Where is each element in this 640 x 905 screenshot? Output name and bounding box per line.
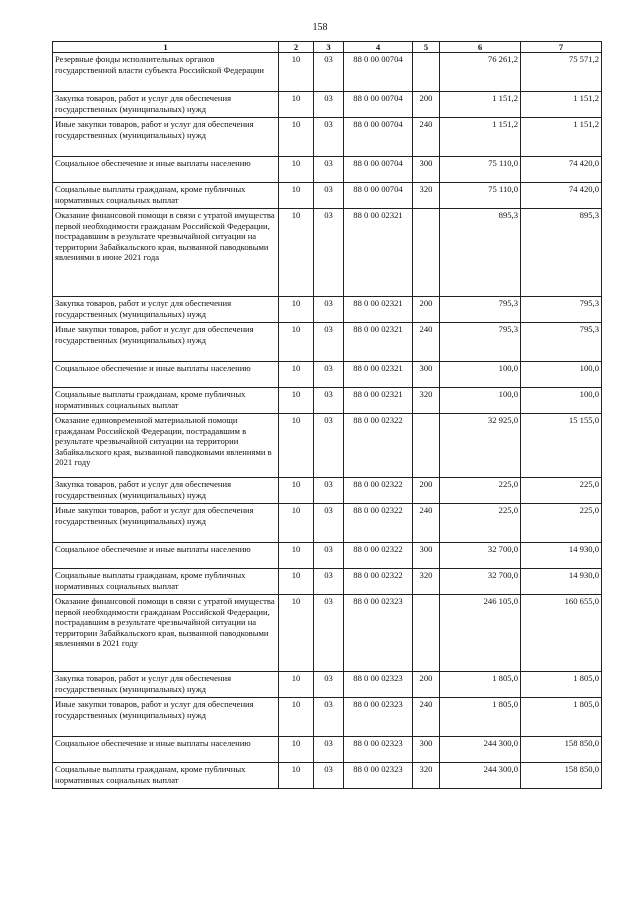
- table-row: [53, 157, 602, 183]
- subsection-code-cell: 03: [314, 297, 344, 323]
- amount-cell: 158 850,0: [521, 763, 602, 789]
- item-name-cell: Социальные выплаты гражданам, кроме публичных нормативных социальных выплат: [53, 763, 279, 789]
- amount-cell: 75 571,2: [521, 53, 602, 92]
- column-header: 7: [521, 42, 602, 53]
- subsection-code-cell: 03: [314, 362, 344, 388]
- table-row: [53, 53, 602, 92]
- item-name-cell: Закупка товаров, работ и услуг для обеспечения государственных (муниципальных) нужд: [53, 297, 279, 323]
- amount-cell: 244 300,0: [440, 763, 521, 789]
- expense-type-cell: [413, 209, 440, 297]
- expense-type-cell: [413, 414, 440, 478]
- table-row: [53, 737, 602, 763]
- subsection-code-cell: 03: [314, 763, 344, 789]
- subsection-code-cell: 03: [314, 569, 344, 595]
- target-article-cell: 88 0 00 02322: [344, 569, 413, 595]
- amount-cell: 15 155,0: [521, 414, 602, 478]
- column-header: 1: [53, 42, 279, 53]
- subsection-code-cell: 03: [314, 388, 344, 414]
- table-row: [53, 672, 602, 698]
- table-row: [53, 183, 602, 209]
- subsection-code-cell: 03: [314, 323, 344, 362]
- table-row: [53, 595, 602, 672]
- item-name-cell: Закупка товаров, работ и услуг для обеспечения государственных (муниципальных) нужд: [53, 92, 279, 118]
- subsection-code-cell: 03: [314, 672, 344, 698]
- section-code-cell: 10: [279, 362, 314, 388]
- amount-cell: 75 110,0: [440, 157, 521, 183]
- section-code-cell: 10: [279, 737, 314, 763]
- amount-cell: 1 805,0: [440, 672, 521, 698]
- subsection-code-cell: 03: [314, 53, 344, 92]
- subsection-code-cell: 03: [314, 183, 344, 209]
- table-row: [53, 297, 602, 323]
- table-row: [53, 118, 602, 157]
- table-row: [53, 362, 602, 388]
- column-header: 6: [440, 42, 521, 53]
- target-article-cell: 88 0 00 00704: [344, 118, 413, 157]
- table-row: [53, 698, 602, 737]
- expense-type-cell: 320: [413, 183, 440, 209]
- amount-cell: 895,3: [440, 209, 521, 297]
- section-code-cell: 10: [279, 595, 314, 672]
- subsection-code-cell: 03: [314, 92, 344, 118]
- table-row: [53, 388, 602, 414]
- table-row: [53, 478, 602, 504]
- budget-table: [52, 41, 602, 789]
- expense-type-cell: 200: [413, 478, 440, 504]
- item-name-cell: Иные закупки товаров, работ и услуг для обеспечения государственных (муниципальных) нужд: [53, 504, 279, 543]
- amount-cell: 246 105,0: [440, 595, 521, 672]
- subsection-code-cell: 03: [314, 209, 344, 297]
- target-article-cell: 88 0 00 02321: [344, 388, 413, 414]
- expense-type-cell: 240: [413, 698, 440, 737]
- expense-type-cell: 300: [413, 737, 440, 763]
- item-name-cell: Социальное обеспечение и иные выплаты населению: [53, 362, 279, 388]
- amount-cell: 74 420,0: [521, 157, 602, 183]
- amount-cell: 895,3: [521, 209, 602, 297]
- column-header: 2: [279, 42, 314, 53]
- amount-cell: 32 700,0: [440, 569, 521, 595]
- table-row: [53, 543, 602, 569]
- amount-cell: 14 930,0: [521, 569, 602, 595]
- target-article-cell: 88 0 00 02323: [344, 672, 413, 698]
- target-article-cell: 88 0 00 02322: [344, 414, 413, 478]
- column-header: 3: [314, 42, 344, 53]
- item-name-cell: Социальное обеспечение и иные выплаты населению: [53, 737, 279, 763]
- item-name-cell: Оказание финансовой помощи в связи с утратой имущества первой необходимости гражданам Российской Федерации, пострадавшим в результате чрезвычайной ситуации на территории Забайкальского края, вызванной паводковыми явлениями в июне 2021 года: [53, 209, 279, 297]
- table-row: [53, 763, 602, 789]
- item-name-cell: Иные закупки товаров, работ и услуг для обеспечения государственных (муниципальных) нужд: [53, 323, 279, 362]
- subsection-code-cell: 03: [314, 478, 344, 504]
- target-article-cell: 88 0 00 02323: [344, 763, 413, 789]
- table-row: [53, 323, 602, 362]
- amount-cell: 225,0: [521, 478, 602, 504]
- target-article-cell: 88 0 00 00704: [344, 92, 413, 118]
- item-name-cell: Иные закупки товаров, работ и услуг для обеспечения государственных (муниципальных) нужд: [53, 118, 279, 157]
- table-row: [53, 92, 602, 118]
- item-name-cell: Социальные выплаты гражданам, кроме публичных нормативных социальных выплат: [53, 388, 279, 414]
- amount-cell: 100,0: [440, 362, 521, 388]
- amount-cell: 32 925,0: [440, 414, 521, 478]
- amount-cell: 795,3: [521, 297, 602, 323]
- target-article-cell: 88 0 00 02322: [344, 504, 413, 543]
- subsection-code-cell: 03: [314, 414, 344, 478]
- amount-cell: 75 110,0: [440, 183, 521, 209]
- section-code-cell: 10: [279, 323, 314, 362]
- expense-type-cell: 240: [413, 323, 440, 362]
- section-code-cell: 10: [279, 414, 314, 478]
- amount-cell: 1 805,0: [521, 698, 602, 737]
- amount-cell: 32 700,0: [440, 543, 521, 569]
- table-body: [53, 53, 602, 789]
- section-code-cell: 10: [279, 698, 314, 737]
- expense-type-cell: 320: [413, 763, 440, 789]
- subsection-code-cell: 03: [314, 118, 344, 157]
- section-code-cell: 10: [279, 53, 314, 92]
- amount-cell: 1 805,0: [440, 698, 521, 737]
- amount-cell: 1 805,0: [521, 672, 602, 698]
- target-article-cell: 88 0 00 00704: [344, 157, 413, 183]
- section-code-cell: 10: [279, 763, 314, 789]
- target-article-cell: 88 0 00 02323: [344, 737, 413, 763]
- item-name-cell: Социальное обеспечение и иные выплаты населению: [53, 157, 279, 183]
- target-article-cell: 88 0 00 02323: [344, 595, 413, 672]
- expense-type-cell: 240: [413, 504, 440, 543]
- amount-cell: 1 151,2: [521, 92, 602, 118]
- expense-type-cell: 320: [413, 569, 440, 595]
- target-article-cell: 88 0 00 02322: [344, 478, 413, 504]
- amount-cell: 158 850,0: [521, 737, 602, 763]
- table-row: [53, 569, 602, 595]
- target-article-cell: 88 0 00 02321: [344, 297, 413, 323]
- item-name-cell: Социальные выплаты гражданам, кроме публичных нормативных социальных выплат: [53, 569, 279, 595]
- section-code-cell: 10: [279, 672, 314, 698]
- section-code-cell: 10: [279, 118, 314, 157]
- section-code-cell: 10: [279, 478, 314, 504]
- page-number: 158: [312, 22, 328, 33]
- subsection-code-cell: 03: [314, 698, 344, 737]
- item-name-cell: Иные закупки товаров, работ и услуг для обеспечения государственных (муниципальных) нужд: [53, 698, 279, 737]
- subsection-code-cell: 03: [314, 504, 344, 543]
- item-name-cell: Социальные выплаты гражданам, кроме публичных нормативных социальных выплат: [53, 183, 279, 209]
- table-header-row: [53, 42, 602, 53]
- amount-cell: 225,0: [521, 504, 602, 543]
- section-code-cell: 10: [279, 504, 314, 543]
- amount-cell: 244 300,0: [440, 737, 521, 763]
- subsection-code-cell: 03: [314, 543, 344, 569]
- subsection-code-cell: 03: [314, 157, 344, 183]
- expense-type-cell: 240: [413, 118, 440, 157]
- amount-cell: 795,3: [521, 323, 602, 362]
- table-row: [53, 209, 602, 297]
- subsection-code-cell: 03: [314, 595, 344, 672]
- section-code-cell: 10: [279, 183, 314, 209]
- item-name-cell: Закупка товаров, работ и услуг для обеспечения государственных (муниципальных) нужд: [53, 478, 279, 504]
- amount-cell: 1 151,2: [440, 118, 521, 157]
- target-article-cell: 88 0 00 02322: [344, 543, 413, 569]
- amount-cell: 76 261,2: [440, 53, 521, 92]
- column-header: 4: [344, 42, 413, 53]
- section-code-cell: 10: [279, 92, 314, 118]
- amount-cell: 1 151,2: [440, 92, 521, 118]
- item-name-cell: Социальное обеспечение и иные выплаты населению: [53, 543, 279, 569]
- section-code-cell: 10: [279, 569, 314, 595]
- target-article-cell: 88 0 00 02321: [344, 323, 413, 362]
- section-code-cell: 10: [279, 388, 314, 414]
- amount-cell: 100,0: [440, 388, 521, 414]
- amount-cell: 100,0: [521, 388, 602, 414]
- table-row: [53, 414, 602, 478]
- section-code-cell: 10: [279, 297, 314, 323]
- section-code-cell: 10: [279, 543, 314, 569]
- expense-type-cell: [413, 595, 440, 672]
- amount-cell: 160 655,0: [521, 595, 602, 672]
- expense-type-cell: 300: [413, 157, 440, 183]
- expense-type-cell: 320: [413, 388, 440, 414]
- item-name-cell: Резервные фонды исполнительных органов государственной власти субъекта Российской Федерации: [53, 53, 279, 92]
- amount-cell: 795,3: [440, 297, 521, 323]
- amount-cell: 225,0: [440, 504, 521, 543]
- section-code-cell: 10: [279, 209, 314, 297]
- item-name-cell: Закупка товаров, работ и услуг для обеспечения государственных (муниципальных) нужд: [53, 672, 279, 698]
- item-name-cell: Оказание финансовой помощи в связи с утратой имущества первой необходимости гражданам Российской Федерации, пострадавшим в результате чрезвычайной ситуации на территории Забайкальского края, вызванной паводковыми явлениями в 2021 году: [53, 595, 279, 672]
- target-article-cell: 88 0 00 00704: [344, 53, 413, 92]
- expense-type-cell: 300: [413, 543, 440, 569]
- column-header: 5: [413, 42, 440, 53]
- table-row: [53, 504, 602, 543]
- expense-type-cell: 200: [413, 672, 440, 698]
- subsection-code-cell: 03: [314, 737, 344, 763]
- expense-type-cell: [413, 53, 440, 92]
- amount-cell: 795,3: [440, 323, 521, 362]
- item-name-cell: Оказание единовременной материальной помощи гражданам Российской Федерации, пострадавшим в результате чрезвычайной ситуации на территории Забайкальского края, вызванной паводковыми явлениями в 2021 году: [53, 414, 279, 478]
- amount-cell: 100,0: [521, 362, 602, 388]
- expense-type-cell: 200: [413, 297, 440, 323]
- amount-cell: 1 151,2: [521, 118, 602, 157]
- expense-type-cell: 200: [413, 92, 440, 118]
- target-article-cell: 88 0 00 00704: [344, 183, 413, 209]
- section-code-cell: 10: [279, 157, 314, 183]
- target-article-cell: 88 0 00 02321: [344, 362, 413, 388]
- amount-cell: 225,0: [440, 478, 521, 504]
- expense-type-cell: 300: [413, 362, 440, 388]
- amount-cell: 74 420,0: [521, 183, 602, 209]
- amount-cell: 14 930,0: [521, 543, 602, 569]
- target-article-cell: 88 0 00 02321: [344, 209, 413, 297]
- target-article-cell: 88 0 00 02323: [344, 698, 413, 737]
